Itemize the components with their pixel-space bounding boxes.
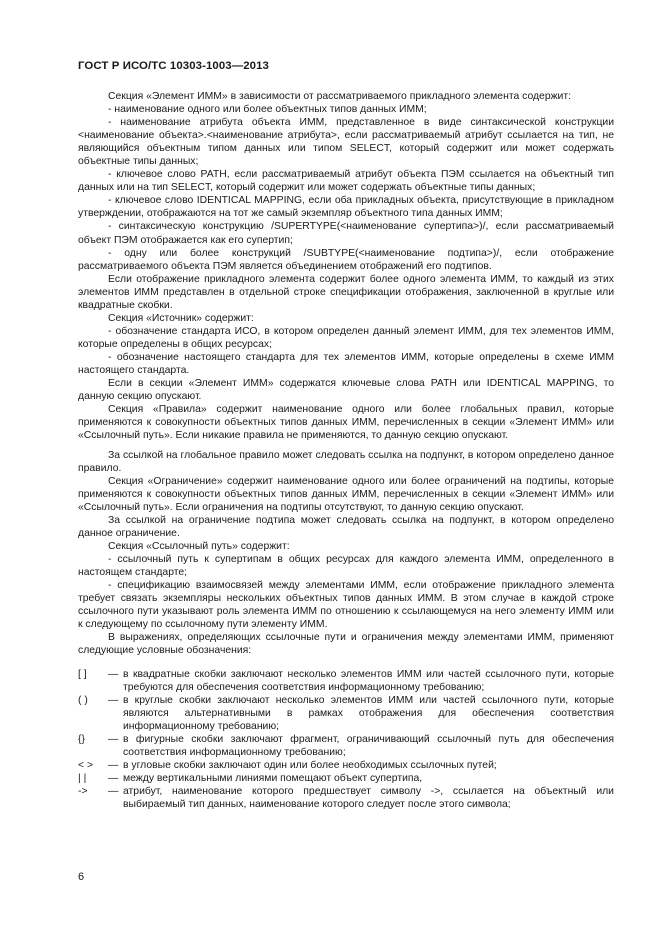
notation-item (78, 772, 614, 785)
notation-dash: — (108, 773, 119, 785)
paragraph: Секция «Источник» содержит: (108, 312, 254, 324)
notation-text: между вертикальными линиями помещают объект супертипа, (123, 773, 423, 785)
notation-symbol: [ ] (78, 668, 87, 680)
list-item: - наименование атрибута объекта ИММ, представленное в виде синтаксической конструкции <наименование объекта>.<наименование атрибута>, если рассматриваемый атрибут ссылается на тип, не являющийся объектным типом данных или типом SELECT, который содержит или может содержать объектные типы данных; (78, 117, 614, 168)
notation-symbol: {} (78, 733, 85, 745)
notation-item (78, 785, 614, 811)
list-item: - обозначение стандарта ИСО, в котором определен данный элемент ИММ, для тех элементов ИММ, которые определены в общих ресурсах; (78, 325, 614, 350)
list-item: - синтаксическую конструкцию /SUPERTYPE(<наименование супертипа>)/, если рассматриваемый объект ПЭМ отображается как его супертип; (78, 221, 614, 246)
paragraph: В выражениях, определяющих ссылочные пути и ограничения между элементами ИММ, применяют следующие условные обозначения: (78, 632, 614, 657)
notation-symbol: -> (78, 786, 88, 798)
page-number: 6 (78, 871, 85, 883)
paragraph: За ссылкой на глобальное правило может следовать ссылка на подпункт, в котором определено данное правило. (78, 449, 614, 474)
document-header: ГОСТ Р ИСО/ТС 10303-1003—2013 (78, 60, 269, 72)
paragraph: Если отображение прикладного элемента содержит более одного элемента ИММ, то каждый из этих элементов ИММ представлен в отдельной строке спецификации отображения, заключенной в круглые или квадратные скобки. (78, 273, 614, 311)
list-item: - ссылочный путь к супертипам в общих ресурсах для каждого элемента ИММ, определенного в настоящем стандарте; (78, 553, 614, 578)
notation-item (78, 733, 614, 759)
notation-item (78, 668, 614, 694)
notation-text: в фигурные скобки заключают фрагмент, ограничивающий ссылочный путь для обеспечения соответствия информационному требованию; (123, 733, 614, 758)
notation-dash: — (108, 733, 119, 745)
paragraph: Если в секции «Элемент ИММ» содержатся ключевые слова PATH или IDENTICAL MAPPING, то данную секцию опускают. (78, 378, 614, 403)
paragraph: Секция «Ссылочный путь» содержит: (108, 540, 290, 552)
list-item: - наименование одного или более объектных типов данных ИММ; (108, 104, 427, 116)
notation-text: в угловые скобки заключают один или более необходимых ссылочных путей; (123, 760, 497, 772)
notation-text: атрибут, наименование которого предшествует символу ->, ссылается на объектный или выбираемый тип данных, наименование которого следует после этого символа; (123, 786, 614, 811)
paragraph: За ссылкой на ограничение подтипа может следовать ссылка на подпункт, в котором определено данное ограничение. (78, 514, 614, 539)
notation-dash: — (108, 668, 119, 680)
notation-symbol: < > (78, 760, 94, 772)
list-item: - обозначение настоящего стандарта для тех элементов ИММ, которые определены в схеме ИММ настоящего стандарта. (78, 351, 614, 376)
notation-symbol: ( ) (78, 694, 88, 706)
notation-dash: — (108, 786, 119, 798)
notation-text: в квадратные скобки заключают несколько элементов ИММ или частей ссылочного пути, которые требуются для обеспечения соответствия информационному требованию; (123, 668, 614, 693)
list-item: - ключевое слово IDENTICAL MAPPING, если оба прикладных объекта, присутствующие в прикладном утверждении, отображаются на тот же самый экземпляр объектного типа данных ИММ; (78, 195, 614, 220)
notation-dash: — (108, 694, 119, 706)
list-item: - одну или более конструкций /SUBTYPE(<наименование подтипа>)/, если отображение рассматриваемого объекта ПЭМ является объединением отображений его подтипов. (78, 247, 614, 272)
notation-item (78, 759, 614, 772)
list-item: - ключевое слово PATH, если рассматриваемый атрибут объекта ПЭМ ссылается на объектный тип данных или на тип SELECT, который содержит или может содержать объектные типы данных; (78, 169, 614, 194)
notation-text: в круглые скобки заключают несколько элементов ИММ или частей ссылочного пути, которые являются альтернативными в рамках отображения для обеспечения соответствия информационному требованию; (123, 694, 614, 732)
notation-symbol: | | (78, 773, 87, 785)
notation-list (78, 668, 614, 812)
list-item: - спецификацию взаимосвязей между элементами ИММ, если отображение прикладного элемента требует связать экземпляры нескольких объектных типов данных ИММ. В этом случае в каждой строке ссылочного пути указывают роль элемента ИММ по отношению к ссылающемуся на него элементу ИММ или к следующему по ссылочному пути элементу ИММ. (78, 580, 614, 631)
paragraph: Секция «Ограничение» содержит наименование одного или более ограничений на подтипы, которые применяются к совокупности объектных типов данных ИММ, перечисленных в секции «Элемент ИММ» или «Ссылочный путь». Если ограничения на подтипы отсутствуют, то данную секцию опускают. (78, 475, 614, 513)
paragraph: Секция «Правила» содержит наименование одного или более глобальных правил, которые применяются к совокупности объектных типов данных ИММ, перечисленных в секции «Элемент ИММ» или «Ссылочный путь». Если никакие правила не применяются, то данную секцию опускают. (78, 404, 614, 442)
notation-item (78, 694, 614, 733)
paragraph: Секция «Элемент ИММ» в зависимости от рассматриваемого прикладного элемента содержит: (108, 91, 572, 102)
document-body (78, 90, 614, 811)
notation-dash: — (108, 760, 119, 772)
